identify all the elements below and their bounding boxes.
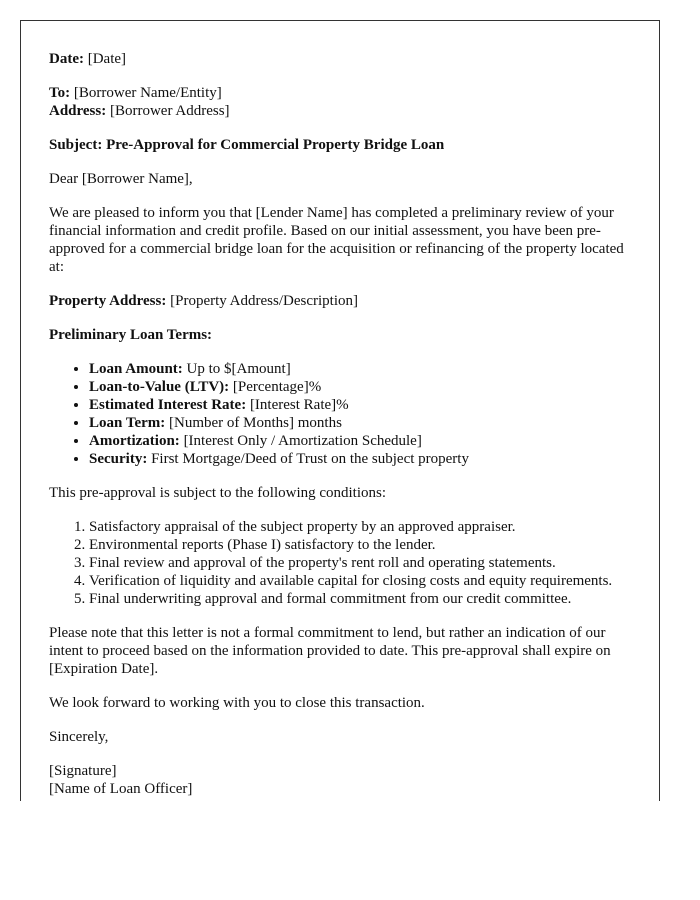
address-label: Address: xyxy=(49,103,107,119)
term-value: [Interest Only / Amortization Schedule] xyxy=(183,433,422,449)
term-label: Loan-to-Value (LTV): xyxy=(89,379,230,395)
date-label: Date: xyxy=(49,51,84,67)
intro-paragraph: We are pleased to inform you that [Lender Name] has completed a preliminary review of your financial information and credit profile. Based on our initial assessment, you have been pre-approved for a commercial bridge loan for the acquisition or refinancing of the property located at: xyxy=(49,205,624,275)
list-item xyxy=(89,432,629,450)
sign-off: Sincerely, xyxy=(49,729,109,745)
list-item xyxy=(89,396,629,414)
terms-heading xyxy=(49,326,629,344)
property-line xyxy=(49,292,629,310)
conditions-intro: This pre-approval is subject to the following conditions: xyxy=(49,485,387,501)
to-value: [Borrower Name/Entity] xyxy=(73,85,222,101)
date-value: [Date] xyxy=(87,51,127,67)
address-value: [Borrower Address] xyxy=(109,103,230,119)
term-value: [Interest Rate]% xyxy=(249,397,349,413)
property-label: Property Address: xyxy=(49,293,167,309)
list-item xyxy=(89,378,629,396)
list-item: 2. Environmental reports (Phase I) satisfactory to the lender. xyxy=(89,536,629,554)
list-item xyxy=(89,360,629,378)
term-value: [Percentage]% xyxy=(232,379,322,395)
term-label: Estimated Interest Rate: xyxy=(89,397,247,413)
list-item xyxy=(89,450,629,468)
term-value: [Number of Months] months xyxy=(169,415,342,431)
property-value: [Property Address/Description] xyxy=(170,293,358,309)
to-label: To: xyxy=(49,85,71,101)
subject-line xyxy=(49,136,629,154)
conditions-list xyxy=(49,518,629,608)
list-item xyxy=(89,414,629,432)
signature-block xyxy=(49,762,629,798)
letter-content xyxy=(49,50,629,798)
term-label: Security: xyxy=(89,451,148,467)
term-value: First Mortgage/Deed of Trust on the subject property xyxy=(151,451,469,467)
closing-line: We look forward to working with you to close this transaction. xyxy=(49,695,425,711)
to-line xyxy=(49,85,222,101)
date-line xyxy=(49,50,629,68)
term-label: Amortization: xyxy=(89,433,180,449)
address-line xyxy=(49,103,230,119)
note-paragraph: Please note that this letter is not a formal commitment to lend, but rather an indication of our intent to proceed based on the information provided to date. This pre-approval shall expire on [Expiration Date]. xyxy=(49,625,611,677)
list-item: 3. Final review and approval of the property's rent roll and operating statements. xyxy=(89,554,629,572)
recipient-block xyxy=(49,84,629,120)
terms-heading-text: Preliminary Loan Terms: xyxy=(49,327,213,343)
term-label: Loan Term: xyxy=(89,415,166,431)
letter-page xyxy=(20,20,660,801)
list-item: 5. Final underwriting approval and formal commitment from our credit committee. xyxy=(89,590,629,608)
term-value: Up to $[Amount] xyxy=(186,361,291,377)
loan-terms-list xyxy=(49,360,629,468)
salutation: Dear [Borrower Name], xyxy=(49,171,193,187)
signature: [Signature] xyxy=(49,763,117,779)
signer-name-title: [Name of Loan Officer] xyxy=(49,781,193,797)
list-item: 4. Verification of liquidity and available capital for closing costs and equity requirements. xyxy=(89,572,629,590)
term-label: Loan Amount: xyxy=(89,361,183,377)
subject-text: Subject: Pre-Approval for Commercial Property Bridge Loan xyxy=(49,137,445,153)
list-item: 1. Satisfactory appraisal of the subject property by an approved appraiser. xyxy=(89,518,629,536)
